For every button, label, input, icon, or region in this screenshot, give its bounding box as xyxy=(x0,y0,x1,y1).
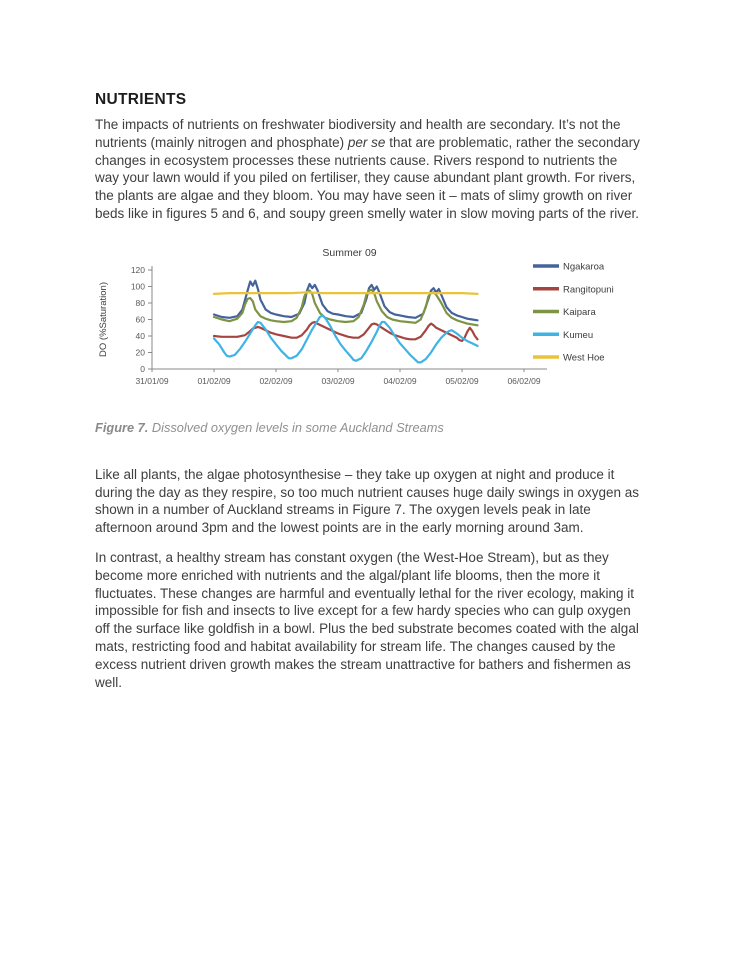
chart-x-tick-label: 04/02/09 xyxy=(383,375,417,386)
chart-x-tick-label: 02/02/09 xyxy=(259,375,293,386)
chart-series-kaipara xyxy=(214,290,478,326)
paragraph-intro-italic: per se xyxy=(347,134,386,150)
chart-y-tick-label: 120 xyxy=(130,264,145,275)
dissolved-oxygen-chart xyxy=(95,243,644,395)
chart-title: Summer 09 xyxy=(322,246,377,259)
chart-series-west-hoe xyxy=(214,292,478,294)
paragraph-intro xyxy=(95,116,644,223)
chart-y-tick-label: 80 xyxy=(135,297,145,308)
chart-x-tick-label: 05/02/09 xyxy=(445,375,479,386)
chart-x-tick-label: 06/02/09 xyxy=(507,375,541,386)
paragraph-oxygen-swings: Like all plants, the algae photosynthesise – they take up oxygen at night and produce it during the day as they respire, so too much nutrient causes huge daily swings in oxygen as shown in a number of Auckland streams in Figure 7. The oxygen levels peak in late afternoon around 3pm and the lowest points are in the early morning around 3am. xyxy=(95,466,640,536)
legend-label-west-hoe: West Hoe xyxy=(563,352,605,364)
legend-label-kaipara: Kaipara xyxy=(563,306,596,318)
figure-7-caption xyxy=(95,420,644,436)
legend-label-ngakaroa: Ngakaroa xyxy=(563,261,605,273)
paragraph-intro-pre: The impacts of nutrients on freshwater biodiversity and health are secondary. It’s not the nutrients (mainly nitrogen and phosphate) xyxy=(95,117,621,150)
paragraph-intro-post: that are problematic, rather the secondary changes in ecosystem processes these nutrients cause. Rivers respond to nutrients the way your lawn would if you piled on fertiliser, they cause abundant plant growth. For rivers, the plants are algae and they bloom. You may have seen it – mats of slimy growth on river beds like in figures 5 and 6, and soupy green smelly water in slow moving parts of the river. xyxy=(95,134,640,221)
chart-x-tick-label: 31/01/09 xyxy=(135,375,169,386)
legend-label-rangitopuni: Rangitopuni xyxy=(563,284,614,296)
chart-y-tick-label: 100 xyxy=(130,281,145,292)
chart-y-tick-label: 40 xyxy=(135,330,145,341)
chart-x-tick-label: 03/02/09 xyxy=(321,375,355,386)
figure-7 xyxy=(95,243,644,400)
chart-y-tick-label: 20 xyxy=(135,347,145,358)
chart-series-rangitopuni xyxy=(214,322,478,341)
chart-y-axis-label: DO (%Saturation) xyxy=(98,281,109,357)
chart-y-tick-label: 60 xyxy=(135,314,145,325)
document-content xyxy=(95,91,644,691)
figure-caption-text: Dissolved oxygen levels in some Auckland Streams xyxy=(148,419,444,435)
chart-x-tick-label: 01/02/09 xyxy=(197,375,231,386)
figure-caption-label: Figure 7. xyxy=(95,419,149,435)
paragraph-healthy-stream: In contrast, a healthy stream has constant oxygen (the West-Hoe Stream), but as they become more enriched with nutrients and the algal/plant life blooms, then the more it fluctuates. These changes are harmful and eventually lethal for the river ecology, making it impossible for fish and insects to live except for a few hardy species who can gulp oxygen off the surface like goldfish in a bowl. Plus the bed substrate becomes coated with the algal mats, restricting food and habitat availability for stream life. The changes caused by the excess nutrient driven growth makes the stream unattractive for bathers and fishermen as well. xyxy=(95,549,639,690)
chart-y-tick-label: 0 xyxy=(140,363,145,374)
section-heading: NUTRIENTS xyxy=(95,91,187,108)
legend-label-kumeu: Kumeu xyxy=(563,329,594,341)
